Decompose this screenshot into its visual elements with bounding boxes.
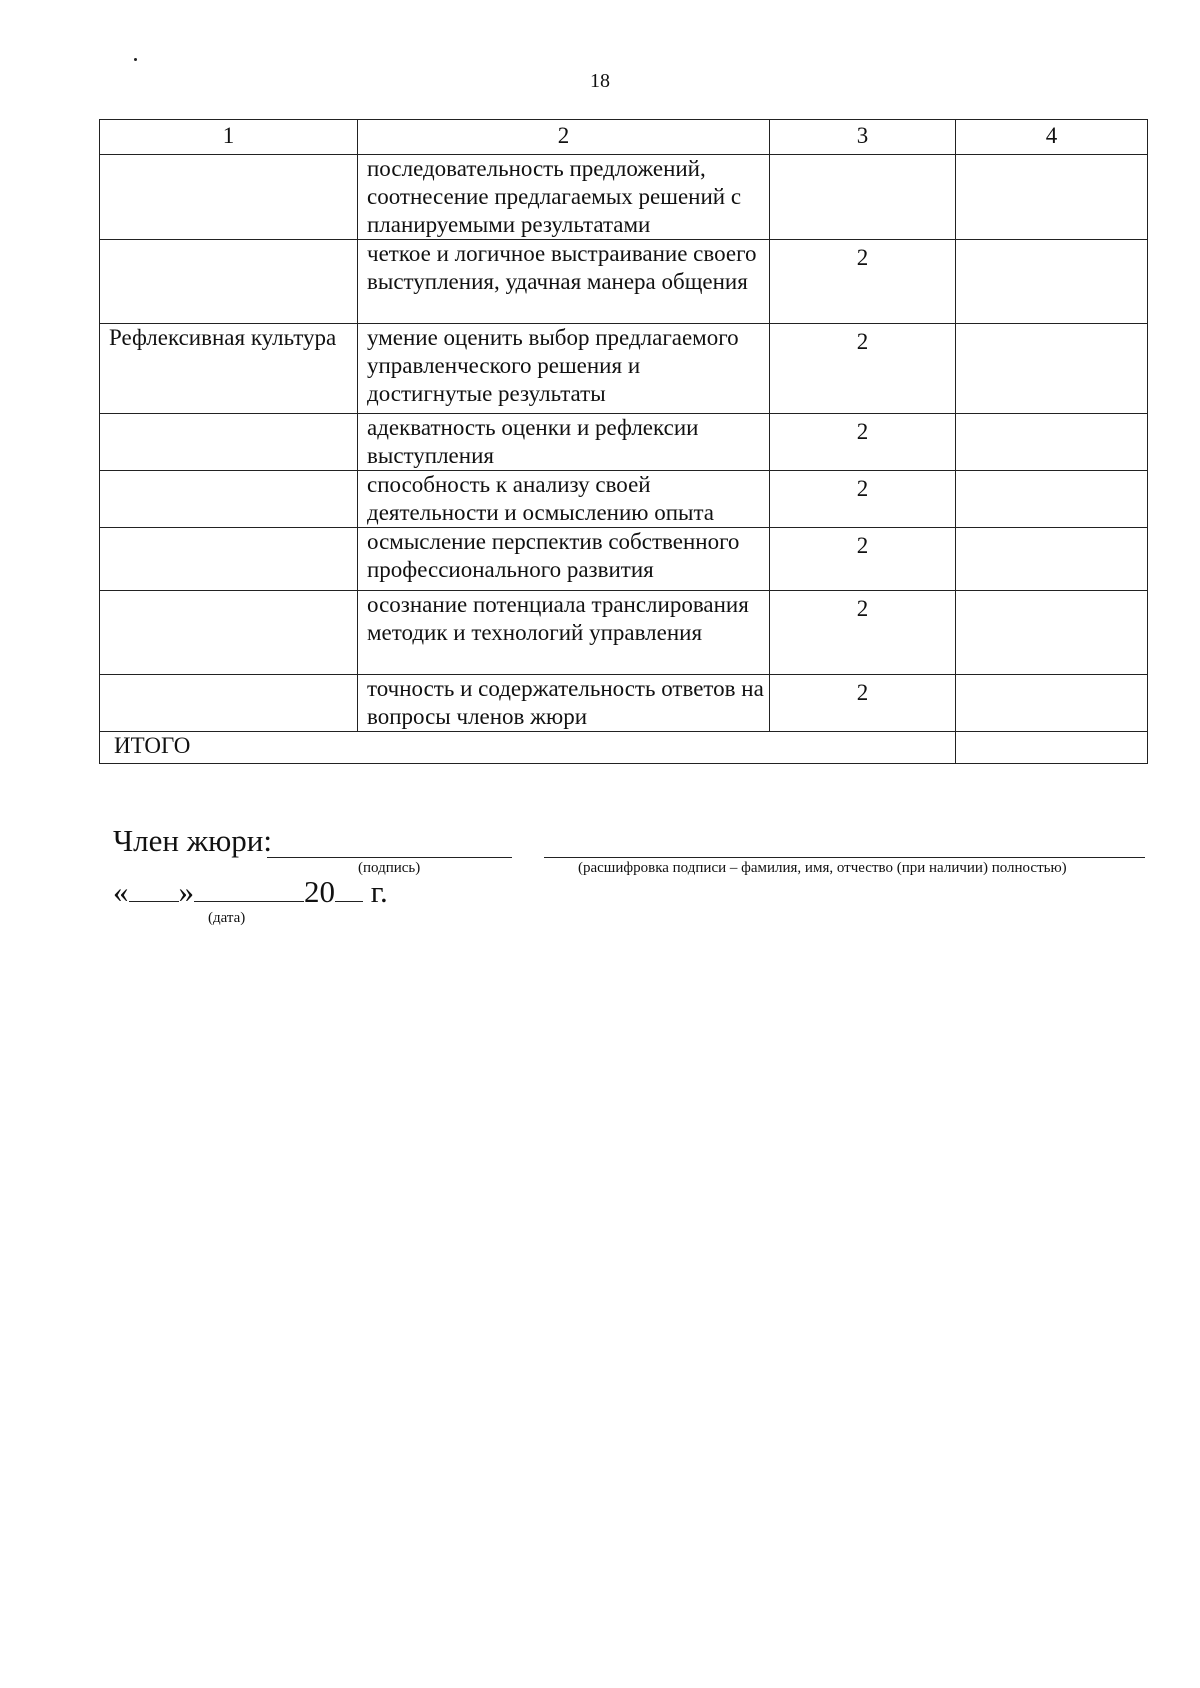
cell-competence	[100, 591, 358, 675]
date-year-blank	[335, 877, 363, 902]
cell-max-score: 2	[770, 528, 956, 591]
date-close-quote: »	[178, 874, 194, 909]
col-header-4: 4	[956, 120, 1148, 155]
cell-competence	[100, 528, 358, 591]
cell-criterion: адекватность оценки и рефлексии выступления	[358, 414, 770, 471]
table-header-row	[100, 120, 1148, 155]
cell-criterion: последовательность предложений, соотнесение предлагаемых решений с планируемыми результатами	[358, 155, 770, 240]
signature-line	[267, 830, 512, 858]
col-header-3: 3	[770, 120, 956, 155]
date-month-blank	[194, 877, 304, 902]
cell-competence	[100, 240, 358, 324]
cell-score	[956, 414, 1148, 471]
cell-criterion: способность к анализу своей деятельности и осмыслению опыта	[358, 471, 770, 528]
cell-score	[956, 155, 1148, 240]
date-caption: (дата)	[208, 910, 246, 926]
total-label: ИТОГО	[100, 732, 956, 764]
cell-score	[956, 591, 1148, 675]
total-row	[100, 732, 1148, 764]
cell-competence	[100, 675, 358, 732]
cell-criterion: четкое и логичное выстраивание своего выступления, удачная манера общения	[358, 240, 770, 324]
col-header-2: 2	[358, 120, 770, 155]
cell-max-score: 2	[770, 324, 956, 414]
table-row	[100, 324, 1148, 414]
cell-criterion: осознание потенциала транслирования методик и технологий управления	[358, 591, 770, 675]
cell-competence: Рефлексивная культура	[100, 324, 358, 414]
cell-competence	[100, 471, 358, 528]
date-open-quote: «	[113, 874, 129, 909]
date-day-blank	[129, 877, 179, 902]
cell-max-score: 2	[770, 414, 956, 471]
cell-criterion: точность и содержательность ответов на вопросы членов жюри	[358, 675, 770, 732]
table-row	[100, 471, 1148, 528]
cell-criterion: умение оценить выбор предлагаемого управленческого решения и достигнутые результаты	[358, 324, 770, 414]
date-year-prefix: 20	[304, 874, 335, 909]
cell-max-score: 2	[770, 471, 956, 528]
cell-score	[956, 240, 1148, 324]
col-header-1: 1	[100, 120, 358, 155]
table-row	[100, 155, 1148, 240]
table-row	[100, 240, 1148, 324]
table-row	[100, 414, 1148, 471]
jury-member-label: Член жюри:	[113, 823, 272, 858]
cell-score	[956, 528, 1148, 591]
signature-caption: (подпись)	[358, 860, 421, 876]
cell-max-score	[770, 155, 956, 240]
table-row	[100, 675, 1148, 732]
date-year-suffix: г.	[370, 874, 388, 909]
cell-max-score: 2	[770, 240, 956, 324]
evaluation-table	[99, 119, 1148, 764]
date-field	[113, 874, 388, 910]
total-score	[956, 732, 1148, 764]
cell-criterion: осмысление перспектив собственного профессионального развития	[358, 528, 770, 591]
cell-score	[956, 324, 1148, 414]
page-number: 18	[590, 70, 610, 92]
signature-decode-line	[544, 830, 1145, 858]
signature-decode-caption: (расшифровка подписи – фамилия, имя, отчество (при наличии) полностью)	[578, 860, 1067, 876]
stray-dot	[134, 58, 137, 61]
table-row	[100, 528, 1148, 591]
cell-score	[956, 471, 1148, 528]
cell-score	[956, 675, 1148, 732]
cell-competence	[100, 155, 358, 240]
cell-competence	[100, 414, 358, 471]
cell-max-score: 2	[770, 675, 956, 732]
cell-max-score: 2	[770, 591, 956, 675]
table-row	[100, 591, 1148, 675]
